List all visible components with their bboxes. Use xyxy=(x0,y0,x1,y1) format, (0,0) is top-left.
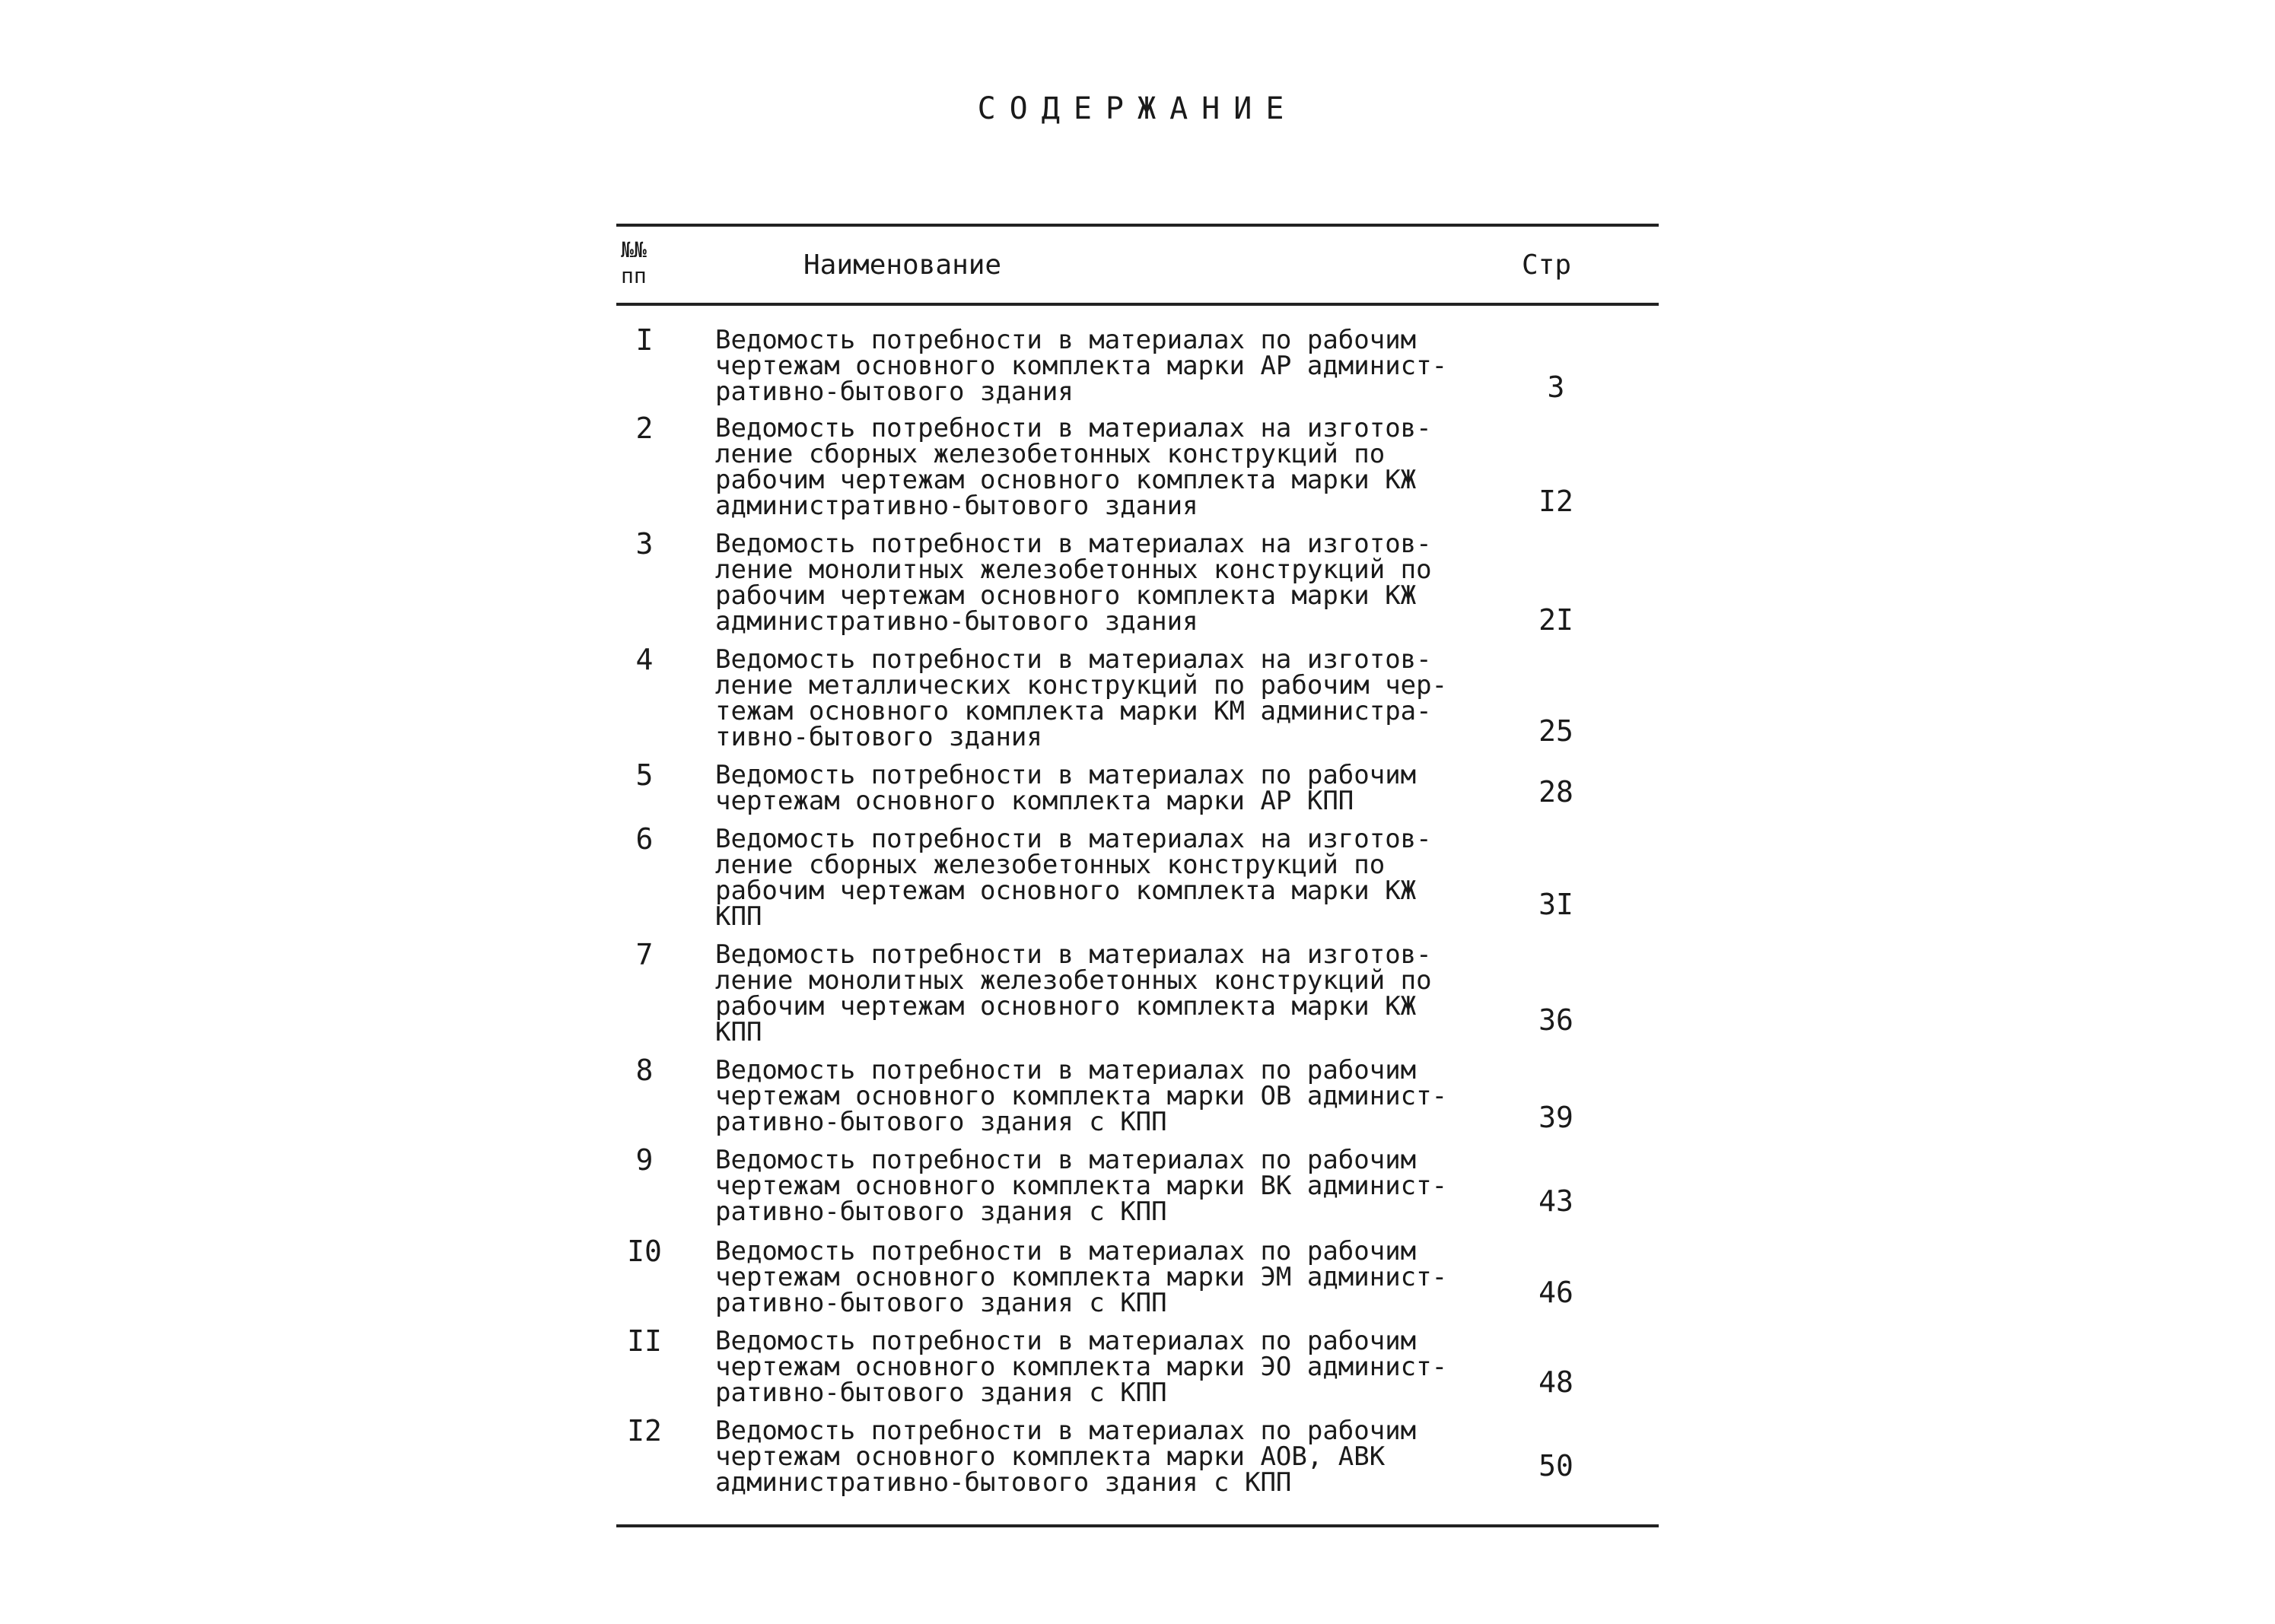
entry-name: Ведомость потребности в материалах на изготов- ление металлических конструкций по рабочим чер- тежам основного комплекта марки КМ администра- тивно-бытового здания xyxy=(715,644,1448,752)
entry-page: 3 xyxy=(1547,370,1565,404)
list-item xyxy=(0,938,2275,1047)
list-item xyxy=(0,1235,2275,1318)
entry-number: 4 xyxy=(635,643,654,676)
entry-name: Ведомость потребности в материалах по рабочим чертежам основного комплекта марки ВК админист- ративно-бытового здания с КПП xyxy=(715,1145,1448,1227)
entry-name: Ведомость потребности в материалах по рабочим чертежам основного комплекта марки АОВ, АВК административно-бытового здания с КПП xyxy=(715,1416,1417,1498)
list-item xyxy=(0,758,2275,816)
entry-number: I xyxy=(635,323,654,357)
entry-page: 2I xyxy=(1538,603,1573,637)
entry-number: 5 xyxy=(635,758,654,792)
header-page: Стр xyxy=(1522,249,1572,281)
entry-page: 50 xyxy=(1538,1449,1573,1483)
entry-number: 9 xyxy=(635,1143,654,1177)
list-item xyxy=(0,643,2275,752)
list-item xyxy=(0,527,2275,637)
entry-page: 28 xyxy=(1538,775,1573,809)
entry-name: Ведомость потребности в материалах на изготов- ление сборных железобетонных конструкций по рабочим чертежам основного комплекта марки КЖ административно-бытового здания xyxy=(715,413,1432,521)
entry-number: I2 xyxy=(627,1414,662,1448)
entry-name: Ведомость потребности в материалах на изготов- ление монолитных железобетонных конструкций по рабочим чертежам основного комплекта марки КЖ КПП xyxy=(715,939,1432,1047)
entry-number: 2 xyxy=(635,412,654,445)
entry-page: 39 xyxy=(1538,1101,1573,1134)
list-item xyxy=(0,1414,2275,1498)
entry-name: Ведомость потребности в материалах по рабочим чертежам основного комплекта марки АР админист- ративно-бытового здания xyxy=(715,325,1448,407)
entry-page: 43 xyxy=(1538,1184,1573,1218)
entry-number: I0 xyxy=(627,1235,662,1268)
list-item xyxy=(0,822,2275,932)
entry-number: 3 xyxy=(635,527,654,561)
entry-name: Ведомость потребности в материалах по рабочим чертежам основного комплекта марки АР КПП xyxy=(715,760,1417,816)
list-item xyxy=(0,1324,2275,1408)
entry-page: 48 xyxy=(1538,1365,1573,1399)
entry-number: 8 xyxy=(635,1054,654,1087)
list-item xyxy=(0,323,2275,407)
entry-number: II xyxy=(627,1324,662,1358)
entry-page: I2 xyxy=(1538,485,1573,518)
header-name: Наименование xyxy=(803,249,1002,281)
page-title: СОДЕРЖАНИЕ xyxy=(977,91,1298,126)
list-item xyxy=(0,1054,2275,1137)
entry-name: Ведомость потребности в материалах на изготов- ление монолитных железобетонных конструкций по рабочим чертежам основного комплекта марки КЖ административно-бытового здания xyxy=(715,529,1432,637)
entry-page: 36 xyxy=(1538,1003,1573,1037)
header-number: №№ пп xyxy=(621,237,647,288)
entry-name: Ведомость потребности в материалах по рабочим чертежам основного комплекта марки ОВ админист- ративно-бытового здания с КПП xyxy=(715,1055,1448,1137)
entry-page: 46 xyxy=(1538,1276,1573,1309)
entry-name: Ведомость потребности в материалах по рабочим чертежам основного комплекта марки ЭО админист- ративно-бытового здания с КПП xyxy=(715,1326,1448,1408)
table-bottom-rule xyxy=(616,1524,1659,1527)
entry-page: 25 xyxy=(1538,714,1573,748)
table-header-rule xyxy=(616,303,1659,306)
entry-name: Ведомость потребности в материалах по рабочим чертежам основного комплекта марки ЭМ админист- ративно-бытового здания с КПП xyxy=(715,1236,1448,1318)
entry-page: 3I xyxy=(1538,888,1573,921)
entry-name: Ведомость потребности в материалах на изготов- ление сборных железобетонных конструкций по рабочим чертежам основного комплекта марки КЖ КПП xyxy=(715,824,1432,932)
list-item xyxy=(0,412,2275,521)
list-item xyxy=(0,1143,2275,1227)
table-top-rule xyxy=(616,224,1659,227)
entry-number: 7 xyxy=(635,938,654,971)
entry-number: 6 xyxy=(635,822,654,856)
